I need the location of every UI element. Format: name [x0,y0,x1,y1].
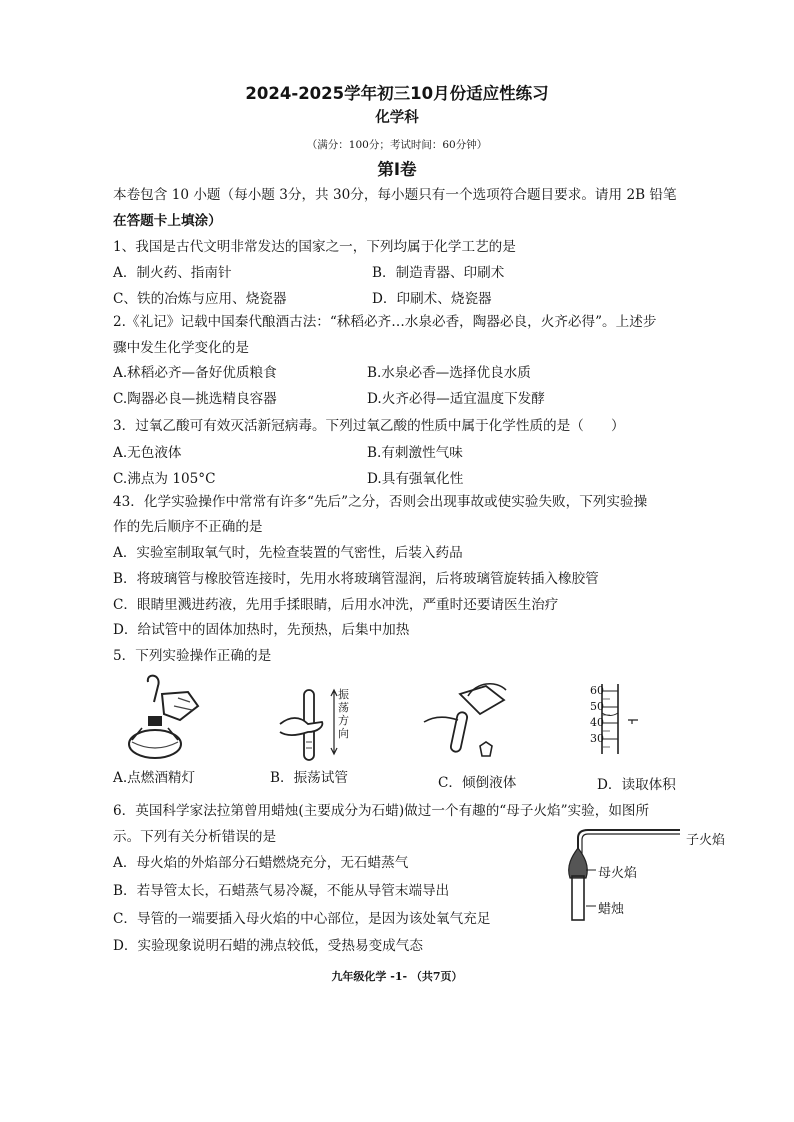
instructions-line-2: 在答题卡上填涂） [113,213,222,229]
q5-option-a: A.点燃酒精灯 [113,770,196,786]
bottle-stopper-icon [480,742,492,756]
q1-option-b: B．制造青器、印刷术 [372,265,505,281]
eye-icon [628,720,638,724]
volume-title: 第Ⅰ卷 [377,160,417,179]
q2-option-d: D.火齐必得—适宜温度下发酵 [367,391,545,407]
glass-tube-icon [578,830,680,862]
instructions-line-1: 本卷包含 10 小题（每小题 3分，共 30分，每小题只有一个选项符合题目要求。请用 2B 铅笔 [113,187,677,203]
q4-option-b: B．将玻璃管与橡胶管连接时，先用水将玻璃管湿润，后将玻璃管旋转插入橡胶管 [113,571,599,587]
candle-label: 蜡烛 [598,902,625,917]
exam-meta: （满分：100分；考试时间：60分钟） [306,139,488,151]
q3-stem: 3．过氧乙酸可有效灭活新冠病毒。下列过氧乙酸的性质中属于化学性质的是（ ） [113,418,625,434]
figure-pouring-liquid [420,676,520,768]
cylinder-tick-50: 50 [590,700,604,713]
q4-option-d: D．给试管中的固体加热时，先预热，后集中加热 [113,622,410,638]
q6-option-b: B．若导管太长，石蜡蒸气易冷凝，不能从导管末端导出 [113,883,450,899]
q5-option-c: C．倾倒液体 [438,775,517,791]
q5-option-d: D．读取体积 [597,777,676,793]
mother-flame-label: 母火焰 [598,866,638,881]
q6-option-a: A．母火焰的外焰部分石蜡燃烧充分，无石蜡蒸气 [113,855,409,871]
figure-shaking-tube [278,686,338,768]
q1-option-d: D．印刷术、烧瓷器 [372,291,492,307]
q4-stem-2: 作的先后顺序不正确的是 [113,519,263,535]
q6-option-c: C．导管的一端要插入母火焰的中心部位，是因为该处氧气充足 [113,911,491,927]
q2-option-c: C.陶器必良—挑选精良容器 [113,391,277,407]
child-flame-label: 子火焰 [686,833,726,848]
flame-icon [148,676,159,702]
shake-direction-label: 振荡方向 [338,688,349,740]
q6-stem-2: 示。下列有关分析错误的是 [113,829,277,845]
hand-icon [468,684,506,696]
hand-icon [280,718,322,735]
reagent-bottle-icon [460,686,504,714]
q3-option-b: B.有刺激性气味 [367,445,463,461]
hand-icon [424,717,458,722]
lamp-cap-icon [148,716,162,726]
q5-stem: 5．下列实验操作正确的是 [113,648,272,664]
q6-option-d: D．实验现象说明石蜡的沸点较低，受热易变成气态 [113,938,423,954]
q4-stem-1: 43．化学实验操作中常常有许多“先后”之分，否则会出现事故或使实验失败，下列实验操 [113,494,648,510]
q2-stem-2: 骤中发生化学变化的是 [113,340,249,356]
q5-option-b: B．振荡试管 [270,770,348,786]
q1-option-a: A．制火药、指南针 [113,265,232,281]
tilted-lamp-icon [162,692,198,720]
q6-stem-1: 6．英国科学家法拉第曾用蜡烛(主要成分为石蜡)做过一个有趣的“母子火焰”实验，如图所 [113,803,650,819]
subject-title: 化学科 [375,110,419,126]
mother-flame-icon [569,848,588,878]
cylinder-tick-40: 40 [590,716,604,729]
figure-alcohol-lamp [118,672,218,764]
candle-icon [572,876,584,920]
q1-stem: 1、我国是古代文明非常发达的国家之一，下列均属于化学工艺的是 [113,239,516,255]
cylinder-tick-30: 30 [590,732,604,745]
q3-option-c: C.沸点为 105°C [113,471,216,487]
q3-option-d: D.具有强氧化性 [367,471,464,487]
test-tube-icon [450,711,468,752]
arrow-icon [330,688,338,758]
q3-option-a: A.无色液体 [113,445,182,461]
page-footer: 九年级化学 -1- （共7页） [331,970,463,983]
q4-option-a: A．实验室制取氧气时，先检查装置的气密性，后装入药品 [113,545,463,561]
q2-option-b: B.水泉必香—选择优良水质 [367,365,531,381]
q2-option-a: A.秫稻必齐—备好优质粮食 [113,365,277,381]
q4-option-c: C．眼睛里溅进药液，先用手揉眼睛，后用水冲洗，严重时还要请医生治疗 [113,597,559,613]
q1-option-c: C、铁的冶炼与应用、烧瓷器 [113,291,287,307]
cylinder-tick-60: 60 [590,684,604,697]
exam-title: 2024-2025学年初三10月份适应性练习 [245,84,549,103]
q2-stem-1: 2.《礼记》记载中国秦代酿酒古法：“秫稻必齐…水泉必香，陶器必良，火齐必得”。上述步 [113,314,657,330]
